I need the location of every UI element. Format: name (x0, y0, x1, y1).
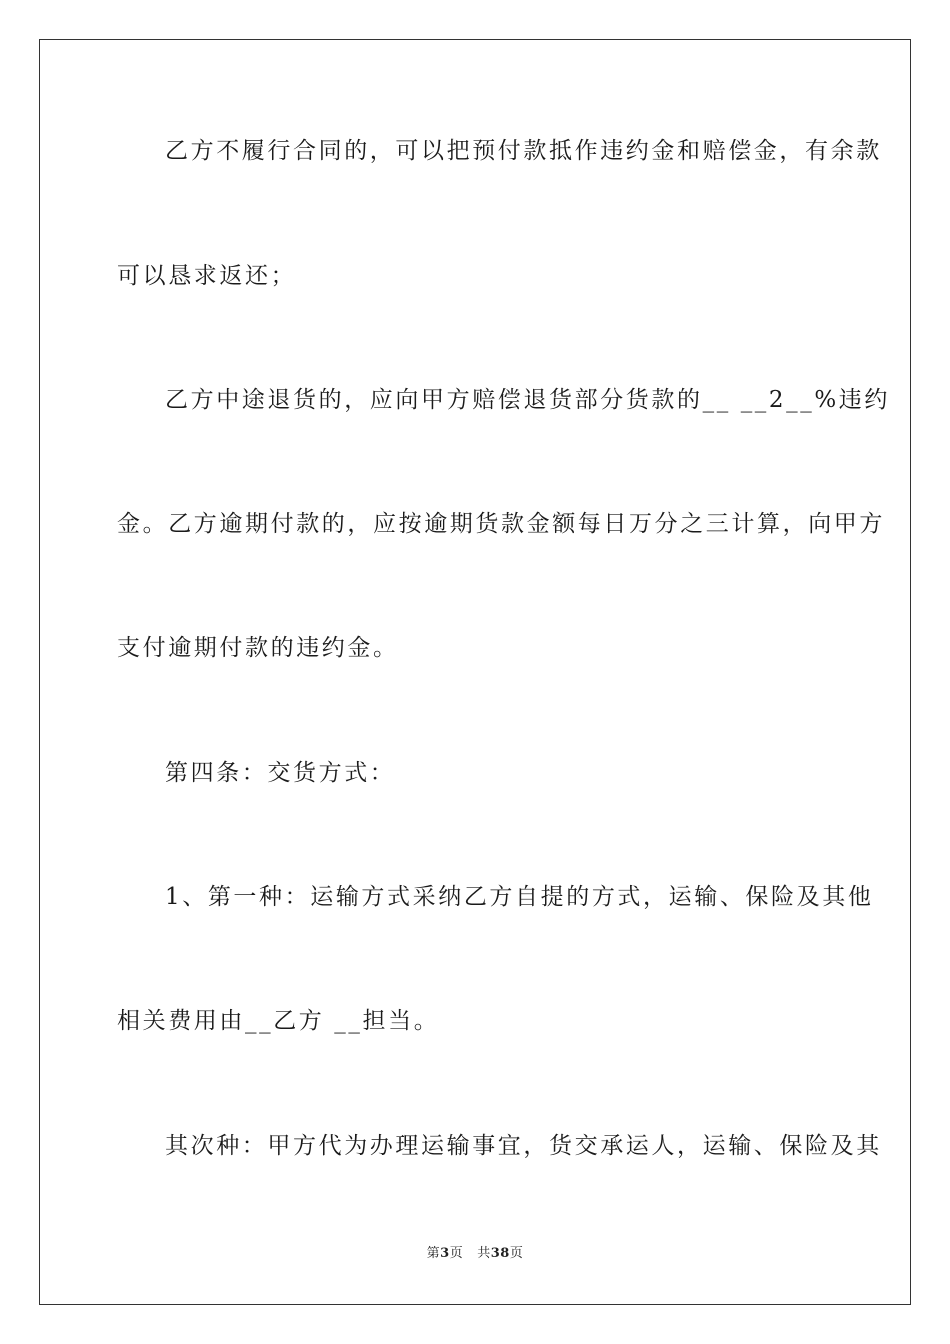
page-border (39, 39, 911, 1305)
paragraph-line: 1、第一种：运输方式采纳乙方自提的方式，运输、保险及其他 (165, 884, 874, 910)
paragraph-line: 乙方中途退货的，应向甲方赔偿退货部分货款的__ __2__%违约 (165, 387, 890, 413)
total-label-suffix: 页 (509, 1246, 524, 1261)
current-page-number: 3 (440, 1246, 450, 1261)
section-heading: 第四条：交货方式： (165, 760, 396, 786)
page-label-suffix: 页 (449, 1246, 464, 1261)
paragraph-line: 金。乙方逾期付款的，应按逾期货款金额每日万分之三计算，向甲方 (117, 511, 885, 537)
paragraph-line: 其次种：甲方代为办理运输事宜，货交承运人，运输、保险及其 (165, 1133, 882, 1159)
paragraph-line: 支付逾期付款的违约金。 (117, 635, 399, 661)
page-footer (0, 1244, 950, 1264)
page-label-prefix: 第 (426, 1246, 441, 1261)
paragraph-line: 乙方不履行合同的，可以把预付款抵作违约金和赔偿金，有余款 (165, 138, 882, 164)
total-page-count: 38 (490, 1246, 510, 1261)
paragraph-line: 相关费用由__乙方 __担当。 (117, 1008, 440, 1034)
paragraph-line: 可以恳求返还； (117, 263, 297, 289)
total-label-prefix: 共 (477, 1246, 491, 1261)
